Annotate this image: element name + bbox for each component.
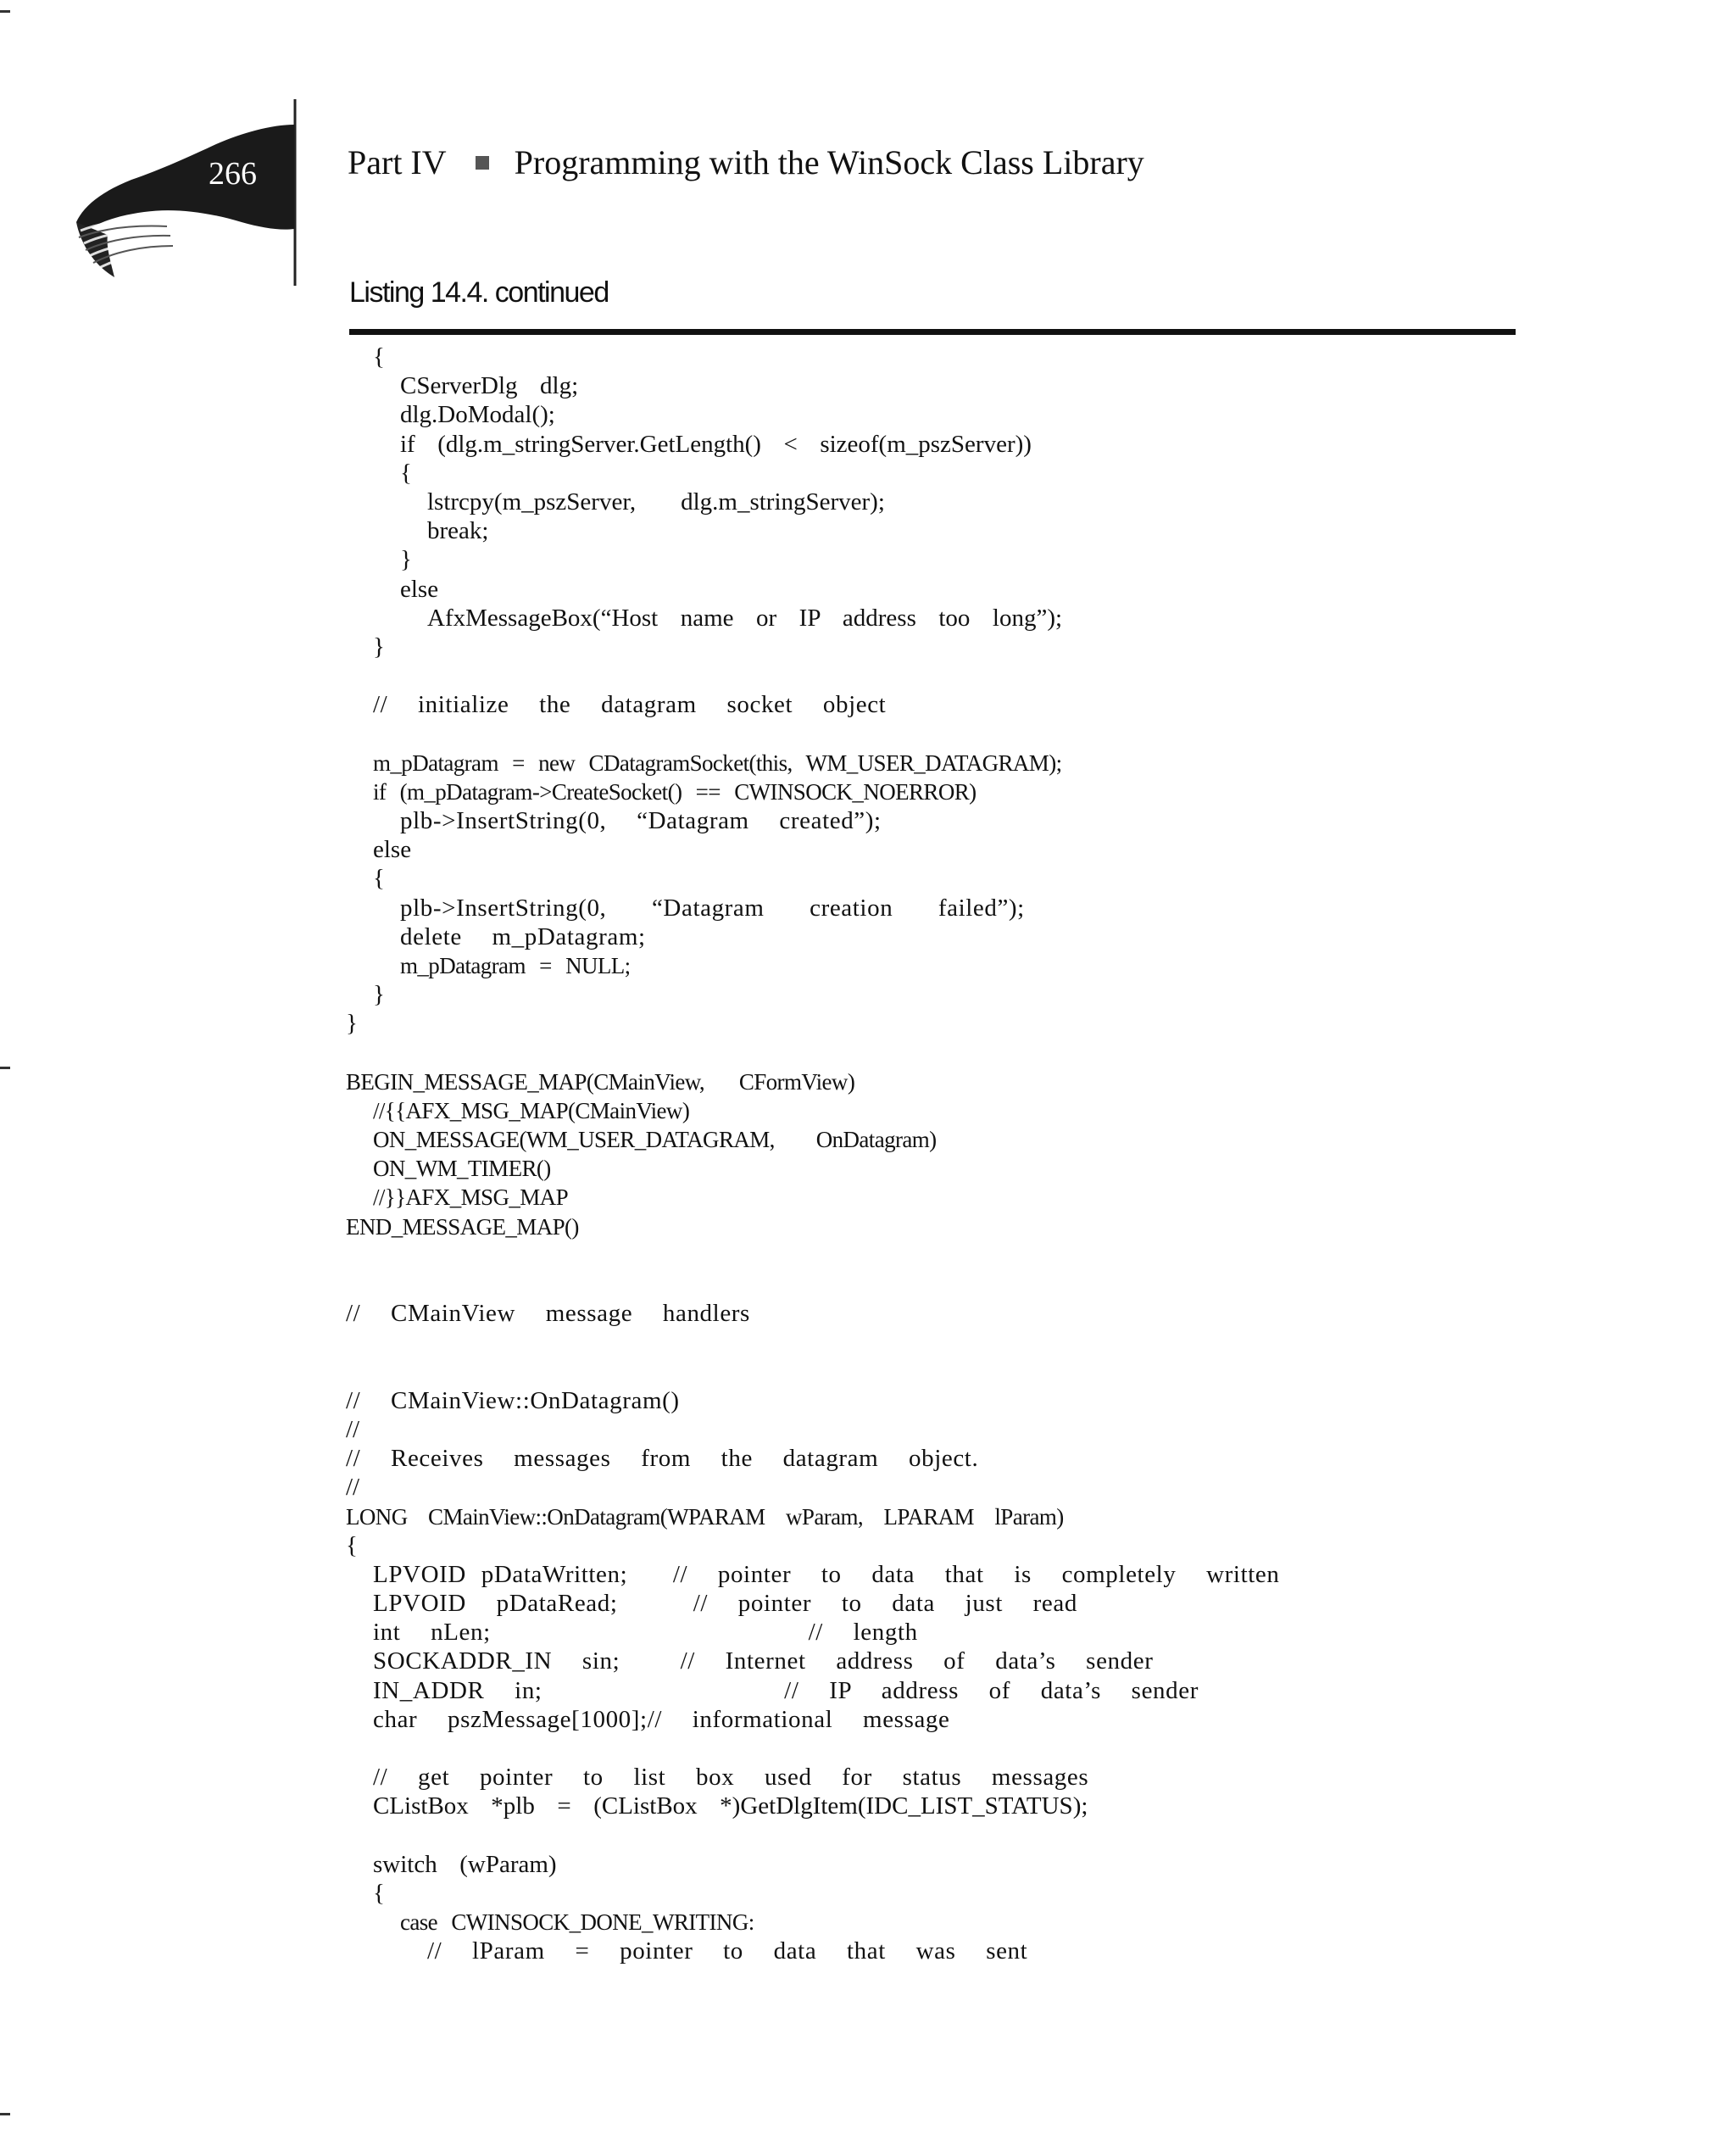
code-line: lstrcpy(m_pszServer, dlg.m_stringServer); [427, 488, 885, 516]
code-line [346, 719, 1279, 748]
code-line: m_pDatagram = NULL; [400, 952, 631, 978]
code-line [346, 1357, 1279, 1386]
code-line: } [373, 981, 385, 1009]
code-line: LPVOID pDataRead; // pointer to data just read [373, 1590, 1077, 1618]
code-line: END_MESSAGE_MAP() [346, 1213, 579, 1240]
code-line: if (dlg.m_stringServer.GetLength() < sizeof(m_pszServer)) [400, 430, 1032, 458]
code-line: { [400, 459, 412, 487]
code-line: else [400, 575, 439, 603]
code-line: switch (wParam) [373, 1850, 557, 1878]
code-line: ON_WM_TIMER() [373, 1156, 551, 1182]
code-line: //}}AFX_MSG_MAP [373, 1184, 568, 1211]
code-line [346, 1039, 1279, 1067]
code-line [346, 1270, 1279, 1299]
code-line: AfxMessageBox(“Host name or IP address too long”); [427, 604, 1063, 632]
chapter-title: Programming with the WinSock Class Library [514, 143, 1144, 181]
code-line [346, 1734, 1279, 1763]
page-number: 266 [209, 156, 257, 192]
code-line: { [373, 865, 385, 893]
code-line: // [346, 1474, 360, 1502]
code-line: // Receives messages from the datagram object. [346, 1445, 979, 1473]
code-line: IN_ADDR in; // IP address of data’s sender [373, 1676, 1199, 1704]
listing-title: Listing 14.4. continued [349, 276, 609, 309]
code-line: SOCKADDR_IN sin; // Internet address of data’s sender [373, 1647, 1154, 1675]
code-line: } [373, 633, 385, 660]
code-line: // lParam = pointer to data that was sent [427, 1937, 1028, 1965]
code-line: break; [427, 517, 489, 545]
code-line: BEGIN_MESSAGE_MAP(CMainView, CFormView) [346, 1068, 855, 1095]
code-line: plb->InsertString(0, “Datagram creation failed”); [400, 894, 1025, 922]
code-line: } [346, 1010, 358, 1038]
code-line [346, 661, 1279, 690]
code-line: CServerDlg dlg; [400, 372, 579, 400]
code-line: // [346, 1415, 360, 1443]
code-line: if (m_pDatagram->CreateSocket() == CWINSOCK_NOERROR) [373, 778, 976, 805]
code-line: } [400, 546, 412, 574]
listing-rule [349, 329, 1516, 335]
edge-tick-middle [0, 1067, 10, 1069]
code-line [346, 1821, 1279, 1850]
code-line: // CMainView::OnDatagram() [346, 1386, 680, 1414]
code-line: CListBox *plb = (CListBox *)GetDlgItem(IDC_LIST_STATUS); [373, 1792, 1088, 1820]
code-line: { [373, 1879, 385, 1907]
header-separator-square [476, 156, 489, 170]
code-line [346, 1241, 1279, 1270]
edge-tick-bottom [0, 2113, 10, 2115]
code-line: // get pointer to list box used for status messages [373, 1764, 1089, 1792]
part-label: Part IV [348, 143, 447, 181]
edge-tick-top [0, 10, 10, 13]
page-flag-graphic [72, 95, 309, 290]
code-line: delete m_pDatagram; [400, 922, 646, 950]
code-line: m_pDatagram = new CDatagramSocket(this, WM_USER_DATAGRAM); [373, 750, 1062, 776]
code-line: { [346, 1531, 358, 1559]
code-line: // initialize the datagram socket object [373, 691, 887, 719]
code-line [346, 1328, 1279, 1357]
code-line: int nLen; // length [373, 1619, 918, 1647]
code-line: dlg.DoModal(); [400, 401, 555, 429]
code-line: ON_MESSAGE(WM_USER_DATAGRAM, OnDatagram) [373, 1127, 937, 1153]
code-line: LPVOID pDataWritten; // pointer to data that is completely written [373, 1560, 1280, 1588]
code-line: LONG CMainView::OnDatagram(WPARAM wParam, LPARAM lParam) [346, 1503, 1064, 1530]
running-header [348, 142, 1144, 182]
code-line: case CWINSOCK_DONE_WRITING: [400, 1909, 754, 1936]
code-line: //{{AFX_MSG_MAP(CMainView) [373, 1097, 690, 1123]
code-line: // CMainView message handlers [346, 1300, 750, 1328]
code-listing [346, 343, 1279, 1966]
code-line: plb->InsertString(0, “Datagram created”); [400, 807, 882, 834]
code-line: char pszMessage[1000];// informational message [373, 1705, 950, 1733]
code-line: { [373, 343, 385, 371]
code-line: else [373, 836, 412, 864]
